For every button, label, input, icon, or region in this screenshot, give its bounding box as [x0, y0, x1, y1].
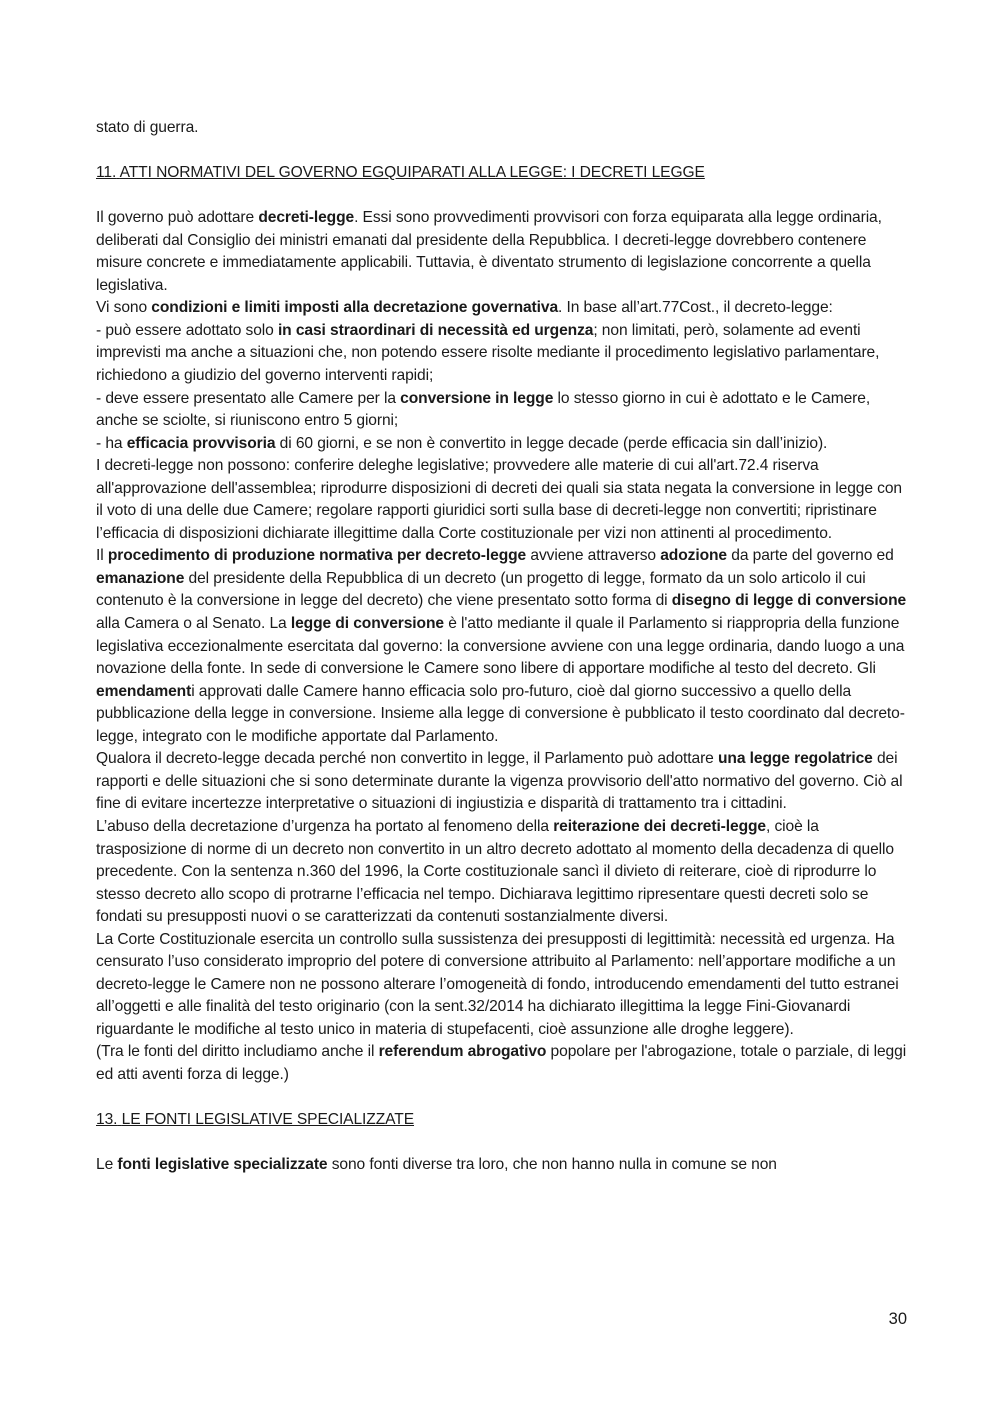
text-run: da parte del governo ed	[727, 547, 894, 565]
text-run: popolare per l'abrogazione, totale o parziale, di leggi ed atti aventi forza di legge.)	[96, 1043, 907, 1083]
paragraph-fonti-specializzate	[96, 1154, 908, 1177]
bold-term: emendament	[96, 682, 192, 700]
text-run: . Essi sono provvedimenti provvisori con forza equiparata alla legge ordinaria, deliberati dal Consiglio dei ministri emanati dal presidente della Repubblica. I decreti-legge dovrebbero contenere misure concrete e immediatamente applicabili. Tuttavia, è diventato strumento di legislazione concorrente a quella legislativa.	[96, 209, 882, 294]
text-run: ; non limitati, però, solamente ad eventi imprevisti ma anche a situazioni che, non potendo essere risolte mediante il procedimento legislativo parlamentare, richiedono a giudizio del governo interventi rapidi;	[96, 321, 880, 385]
bold-term: adozione	[660, 547, 728, 565]
spacer	[96, 1132, 908, 1155]
text-run: i approvati dalle Camere hanno efficacia solo pro-futuro, cioè dal giorno successivo a quello della pubblicazione della legge in conversione. Insieme alla legge di conversione è pubblicato il testo coordinato dal decreto-legge, integrato con le modifiche apportate dal Parlamento.	[96, 682, 905, 745]
text-run: avviene attraverso	[526, 547, 661, 565]
text-run: , cioè la trasposizione di norme di un decreto non convertito in un altro decreto adottato al momento della decadenza di quello precedente. Con la sentenza n.360 del 1996, la Corte costituzionale sancì il divieto di reiterare, cioè di riprodurre lo stesso decreto allo scopo di protrarne l’efficacia nel tempo. Dichiarava legittimo ripresentare questi decreti solo se fondati su presupposti nuovi o se caratterizzati da contenuti sostanzialmente diversi.	[96, 817, 894, 926]
page-number: 30	[888, 1310, 907, 1328]
bold-term: fonti legislative specializzate	[117, 1156, 328, 1174]
bold-term: legge di conversione	[290, 615, 444, 633]
paragraph-decreti-legge-intro	[96, 207, 908, 297]
section-11-title: ATTI NORMATIVI DEL GOVERNO EGQUIPARATI ALLA LEGGE: I DECRETI LEGGE	[119, 164, 705, 182]
bold-term: disegno di legge di conversione	[671, 592, 907, 610]
paragraph-legge-regolatrice	[96, 748, 908, 816]
paragraph-reiterazione	[96, 816, 908, 929]
text-run: del presidente della Repubblica di un decreto (un progetto di legge, formato da un solo articolo il cui contenuto è la conversione in legge del decreto) che viene presentato sotto forma di	[96, 569, 866, 610]
text-run: Il governo può adottare	[96, 209, 259, 227]
text-run: Vi sono	[96, 299, 152, 317]
text-run: dei rapporti e delle situazioni che si sono determinate durante la vigenza provvisorio dell'atto normativo del governo. Ciò al fine di evitare incertezze interpretative o situazioni di ingiustizia e disparità di trattamento tra i cittadini.	[96, 750, 903, 813]
text-run: L’abuso della decretazione d’urgenza ha portato al fenomeno della	[96, 817, 554, 835]
section-13-heading	[96, 1109, 908, 1132]
text-run: Qualora il decreto-legge decada perché non convertito in legge, il Parlamento può adottare	[96, 750, 718, 768]
document-page	[96, 117, 908, 1177]
text-run: Le	[96, 1156, 118, 1174]
text-run: (Tra le fonti del diritto includiamo anche il	[96, 1043, 379, 1061]
paragraph-procedimento	[96, 545, 908, 748]
section-11-heading	[96, 162, 908, 185]
spacer	[96, 185, 908, 208]
bold-term: reiterazione dei decreti-legge	[553, 817, 767, 835]
text-run: è l'atto mediante il quale il Parlamento si riappropria della funzione legislativa eccezionalmente esercitata dal governo: la conversione avviene con una legge ordinaria, dando luogo a una novazione della fonte. In sede di conversione le Camere sono libere di apportare modifiche al testo del decreto. Gli	[96, 615, 905, 678]
text-run: alla Camera o al Senato. La	[96, 615, 291, 633]
section-13-number: 13.	[96, 1111, 118, 1129]
paragraph-referendum	[96, 1041, 908, 1086]
text-run: - deve essere presentato alle Camere per la	[96, 389, 401, 407]
text-run: sono fonti diverse tra loro, che non hanno nulla in comune se non	[327, 1156, 777, 1174]
section-11-number: 11.	[96, 164, 117, 182]
list-item-necessita	[96, 320, 908, 388]
spacer	[96, 140, 908, 163]
paragraph-corte-costituzionale: La Corte Costituzionale esercita un controllo sulla sussistenza dei presupposti di legittimità: necessità ed urgenza. Ha censurato l’uso considerato improprio del potere di conversione attribuito al Parlamento: nell’apportare modifiche a un decreto-legge le Camere non ne possono alterare l’omogeneità di fondo, introducendo emendamenti del tutto estranei all’oggetti e alle finalità del testo originario (con la sent.32/2014 ha dichiarato illegittima la legge Fini-Giovanardi riguardante le modifiche al testo unico in materia di stupefacenti, cioè assunzione alle droghe leggere).	[96, 930, 899, 1038]
list-item-conversione	[96, 388, 908, 433]
spacer	[96, 1087, 908, 1110]
section-13-title: LE FONTI LEGISLATIVE SPECIALIZZATE	[121, 1111, 415, 1129]
list-item-efficacia	[96, 433, 908, 456]
text-run: Il	[96, 547, 108, 565]
bold-term: emanazione	[96, 569, 185, 587]
bold-term: referendum abrogativo	[378, 1043, 547, 1061]
text-run: - può essere adottato solo	[96, 321, 278, 339]
paragraph-condizioni	[96, 297, 908, 320]
text-run: . In base all’art.77Cost., il decreto-legge:	[558, 299, 833, 317]
bold-term: in casi straordinari di necessità ed urgenza	[277, 321, 594, 339]
bold-term: una legge regolatrice	[717, 750, 873, 768]
text-run: di 60 giorni, e se non è convertito in legge decade (perde efficacia sin dall’inizio).	[275, 434, 828, 452]
text-run: lo stesso giorno in cui è adottato e le Camere, anche se sciolte, si riuniscono entro 5 giorni;	[96, 389, 871, 430]
bold-term: decreti-legge	[258, 209, 355, 227]
paragraph-intro-tail: stato di guerra.	[96, 119, 199, 136]
paragraph-divieti: I decreti-legge non possono: conferire deleghe legislative; provvedere alle materie di cui all'art.72.4 riserva all'approvazione dell'assemblea; riprodurre disposizioni di decreti dei quali sia stata negata la conversione in legge con il voto di una delle due Camere; regolare rapporti giuridici sorti sulla base di decreti-legge non convertiti; ripristinare l’efficacia di disposizioni dichiarate illegittime dalla Corte costituzionale per vizi non attinenti al procedimento.	[96, 457, 902, 542]
bold-term: procedimento di produzione normativa per decreto-legge	[107, 547, 527, 565]
bold-term: conversione in legge	[400, 389, 554, 407]
bold-term: efficacia provvisoria	[126, 434, 276, 452]
bold-term: condizioni e limiti imposti alla decretazione governativa	[151, 299, 559, 317]
text-run: - ha	[96, 434, 127, 452]
